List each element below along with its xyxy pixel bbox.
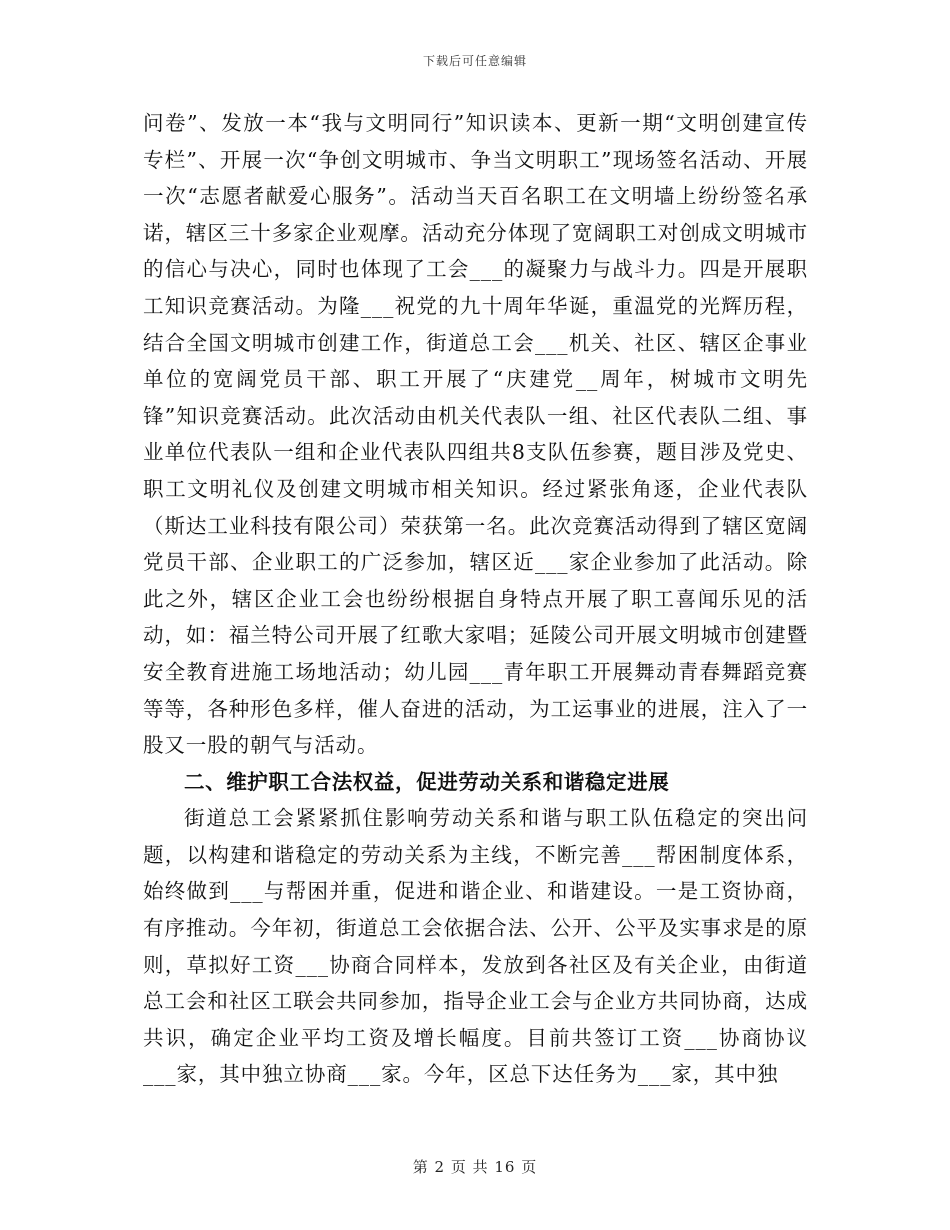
paragraph-1: 问卷”、发放一本“我与文明同行”知识读本、更新一期“文明创建宣传专栏”、开展一次“争创文明城市、争当文明职工”现场签名活动、开展一次“志愿者献爱心服务”。活动当天百名职工在文明墙上纷纷签名承诺，辖区三十多家企业观摩。活动充分体现了宽阔职工对创成文明城市的信心与决心，同时也体现了工会___的凝聚力与战斗力。四是开展职工知识竞赛活动。为隆___祝党的九十周年华诞，重温党的光辉历程，结合全国文明城市创建工作，街道总工会___机关、社区、辖区企事业单位的宽阔党员干部、职工开展了“庆建党__周年，树城市文明先锋”知识竞赛活动。此次活动由机关代表队一组、社区代表队二组、事业单位代表队一组和企业代表队四组共8支队伍参赛，题目涉及党史、职工文明礼仪及创建文明城市相关知识。经过紧张角逐，企业代表队（斯达工业科技有限公司）荣获第一名。此次竞赛活动得到了辖区宽阔党员干部、企业职工的广泛参加，辖区近___家企业参加了此活动。除此之外，辖区企业工会也纷纷根据自身特点开展了职工喜闻乐见的活动，如：福兰特公司开展了红歌大家唱；延陵公司开展文明城市创建暨安全教育进施工场地活动；幼儿园___青年职工开展舞动青春舞蹈竞赛等等，各种形色多样，催人奋进的活动，为工运事业的进展，注入了一股又一股的朝气与活动。 [143, 111, 808, 758]
paragraph-2: 街道总工会紧紧抓住影响劳动关系和谐与职工队伍稳定的突出问题，以构建和谐稳定的劳动关系为主线，不断完善___帮困制度体系，始终做到___与帮困并重，促进和谐企业、和谐建设。一是工资协商，有序推动。今年初，街道总工会依据合法、公开、公平及实事求是的原则，草拟好工资___协商合同样本，发放到各社区及有关企业，由街道总工会和社区工联会共同参加，指导企业工会与企业方共同协商，达成共识，确定企业平均工资及增长幅度。目前共签订工资___协商协议___家，其中独立协商___家。今年，区总下达任务为___家，其中独 [143, 806, 808, 1087]
page-number: 第 2 页 共 16 页 [412, 1158, 538, 1176]
document-body [143, 105, 808, 1093]
section-heading: 二、维护职工合法权益，促进劳动关系和谐稳定进展 [184, 769, 670, 794]
page-header-note: 下载后可任意编辑 [422, 54, 527, 68]
